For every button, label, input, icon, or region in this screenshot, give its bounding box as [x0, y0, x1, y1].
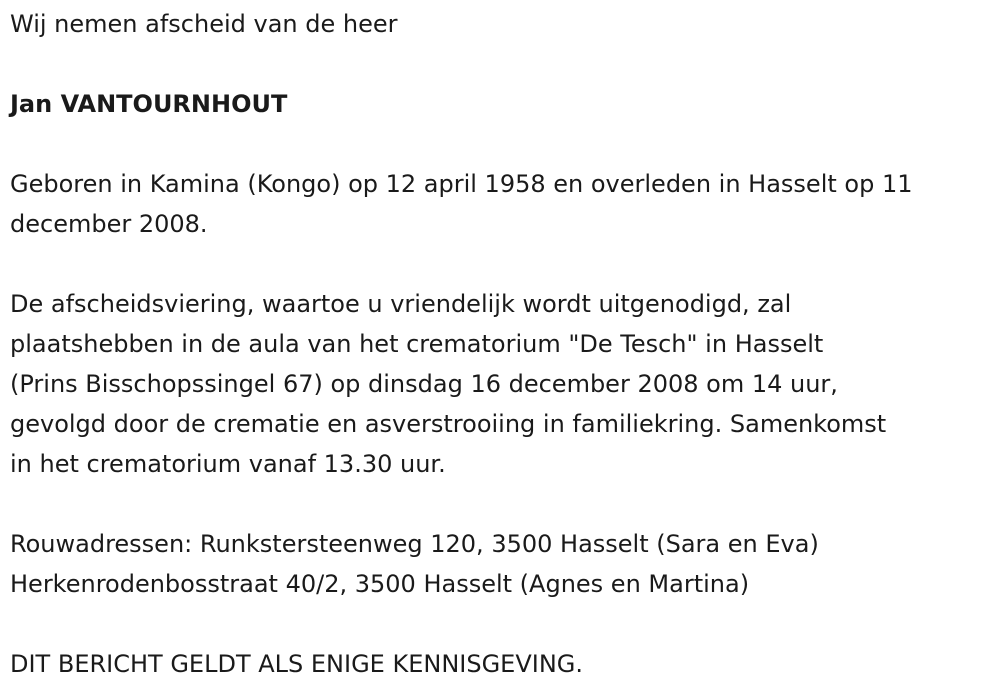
- spacer: [10, 44, 995, 84]
- spacer: [10, 124, 995, 164]
- deceased-name: Jan VANTOURNHOUT: [10, 90, 288, 118]
- birth-line-1: Geboren in Kamina (Kongo) op 12 april 1958 en overleden in Hasselt op 11: [10, 170, 913, 198]
- ceremony-line-3: (Prins Bisschopssingel 67) op dinsdag 16 december 2008 om 14 uur,: [10, 370, 838, 398]
- spacer: [10, 604, 995, 644]
- spacer: [10, 484, 995, 524]
- obituary-notice: [10, 4, 995, 684]
- birth-line-2: december 2008.: [10, 210, 208, 238]
- address-line-2: Herkenrodenbosstraat 40/2, 3500 Hasselt (Agnes en Martina): [10, 570, 750, 598]
- notice-line: DIT BERICHT GELDT ALS ENIGE KENNISGEVING.: [10, 650, 584, 678]
- ceremony-line-1: De afscheidsviering, waartoe u vriendelijk wordt uitgenodigd, zal: [10, 290, 792, 318]
- ceremony-line-5: in het crematorium vanaf 13.30 uur.: [10, 450, 446, 478]
- ceremony-line-2: plaatshebben in de aula van het crematorium "De Tesch" in Hasselt: [10, 330, 824, 358]
- address-line-1: Rouwadressen: Runkstersteenweg 120, 3500 Hasselt (Sara en Eva): [10, 530, 819, 558]
- spacer: [10, 244, 995, 284]
- intro-line: Wij nemen afscheid van de heer: [10, 10, 398, 38]
- ceremony-line-4: gevolgd door de crematie en asverstrooiing in familiekring. Samenkomst: [10, 410, 887, 438]
